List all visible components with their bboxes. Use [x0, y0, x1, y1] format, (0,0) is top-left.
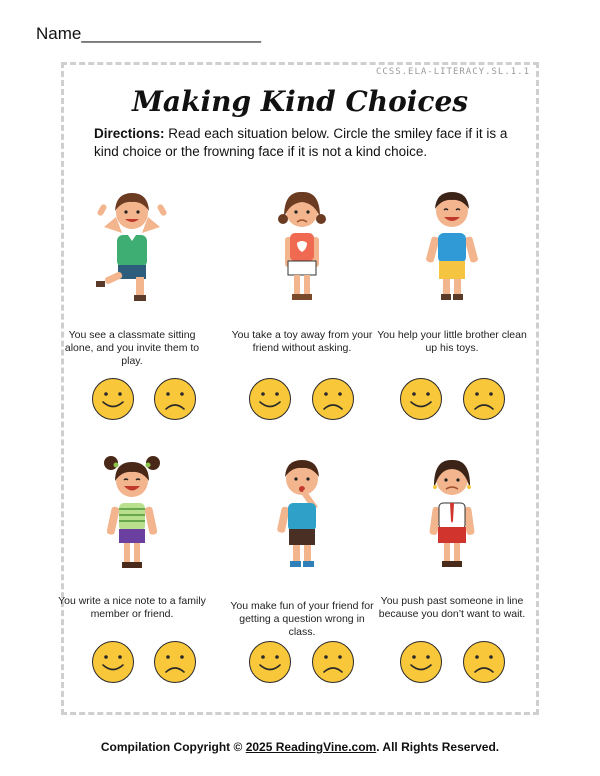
kid-illustration — [252, 445, 352, 575]
frowning-face-icon[interactable] — [462, 377, 506, 421]
smiley-face-icon[interactable] — [399, 640, 443, 684]
smiley-face-icon[interactable] — [399, 377, 443, 421]
standard-code: CCSS.ELA-LITERACY.SL.1.1 — [375, 67, 530, 77]
situation-text: You see a classmate sitting alone, and you invite them to play. — [64, 329, 200, 367]
situation-card-4 — [57, 445, 207, 715]
situation-card-2 — [227, 177, 377, 447]
kid-illustration — [402, 445, 502, 575]
copyright-prefix: Compilation Copyright © — [100, 740, 246, 754]
smiley-face-icon[interactable] — [91, 377, 135, 421]
kid-illustration — [402, 177, 502, 307]
situation-text: You write a nice note to a family member or friend. — [58, 595, 206, 620]
copyright-suffix: . All Rights Reserved. — [376, 740, 500, 754]
situation-text: You take a toy away from your friend without asking. — [231, 329, 373, 354]
frowning-face-icon[interactable] — [462, 640, 506, 684]
directions-label: Directions: — [94, 126, 165, 141]
situation-card-3 — [377, 177, 527, 447]
worksheet-frame — [58, 62, 539, 715]
smiley-face-icon[interactable] — [248, 640, 292, 684]
situation-text: You make fun of your friend for getting a question wrong in class. — [230, 600, 374, 638]
directions-text: Read each situation below. Circle the smiley face if it is a kind choice or the frowning face if it is not a kind choice. — [94, 126, 508, 159]
smiley-face-icon[interactable] — [248, 377, 292, 421]
frowning-face-icon[interactable] — [153, 640, 197, 684]
situation-card-1 — [57, 177, 207, 447]
situation-text: You help your little brother clean up his toys. — [377, 329, 527, 354]
situation-card-5 — [227, 445, 377, 715]
directions — [94, 125, 510, 161]
frowning-face-icon[interactable] — [311, 377, 355, 421]
frowning-face-icon[interactable] — [311, 640, 355, 684]
copyright-footer — [0, 740, 600, 754]
situation-text: You push past someone in line because you don’t want to wait. — [378, 595, 526, 620]
kid-illustration — [252, 177, 352, 307]
kid-illustration — [82, 177, 182, 307]
smiley-face-icon[interactable] — [91, 640, 135, 684]
frowning-face-icon[interactable] — [153, 377, 197, 421]
copyright-link[interactable]: 2025 ReadingVine.com — [245, 740, 377, 754]
kid-illustration — [82, 445, 182, 575]
situation-card-6 — [377, 445, 527, 715]
name-field-label[interactable]: Name___________________ — [36, 24, 261, 43]
worksheet-title: Making Kind Choices — [131, 85, 469, 118]
